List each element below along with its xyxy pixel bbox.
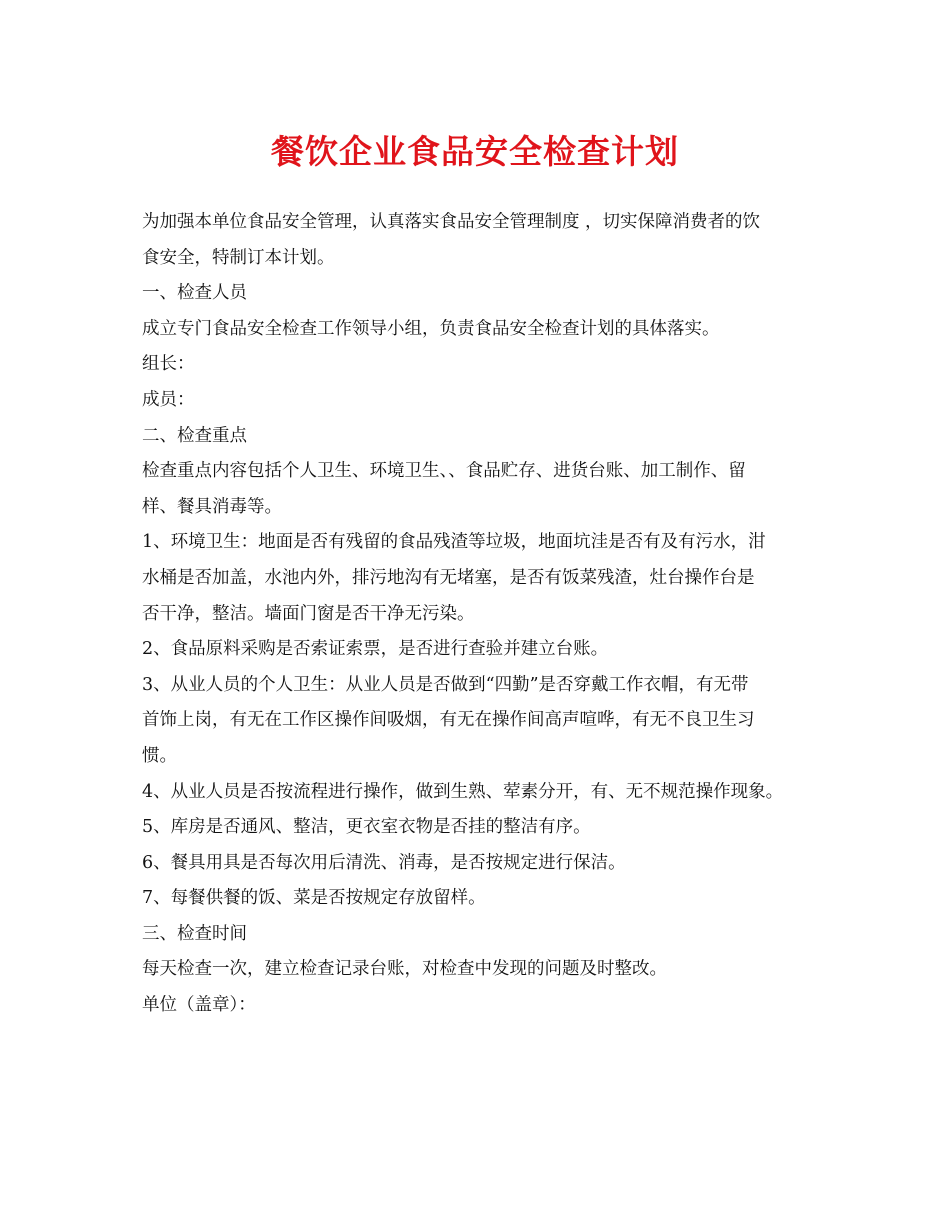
- document-title: 餐饮企业食品安全检查计划: [271, 132, 679, 171]
- paragraph-inspectors: 成立专门食品安全检查工作领导小组，负责食品安全检查计划的具体落实。: [142, 318, 720, 339]
- paragraph-focus-line-2: 样、餐具消毒等。: [142, 496, 282, 517]
- section-heading-focus: 二、检查重点: [142, 425, 247, 446]
- document-body: [142, 205, 814, 1024]
- field-team-members: 成员：: [142, 389, 195, 410]
- item-1-line-2: 水桶是否加盖，水池内外，排污地沟有无堵塞，是否有饭菜残渣，灶台操作台是: [142, 567, 755, 588]
- item-3-line-3: 惯。: [142, 745, 177, 766]
- item-2: 2、食品原料采购是否索证索票，是否进行查验并建立台账。: [142, 639, 609, 660]
- item-3-line-1: 3、从业人员的个人卫生：从业人员是否做到“四勤”是否穿戴工作衣帽，有无带: [142, 674, 749, 695]
- field-team-leader: 组长：: [142, 354, 195, 375]
- item-4: 4、从业人员是否按流程进行操作，做到生熟、荤素分开，有、无不规范操作现象。: [142, 781, 784, 802]
- paragraph-schedule: 每天检查一次，建立检查记录台账，对检查中发现的问题及时整改。: [142, 959, 667, 980]
- section-heading-schedule: 三、检查时间: [142, 923, 247, 944]
- paragraph-intro-line-1: 为加强本单位食品安全管理，认真落实食品安全管理制度 ，切实保障消费者的饮: [142, 212, 761, 232]
- field-unit-seal: 单位（盖章）：: [142, 995, 256, 1016]
- item-1-line-3: 否干净，整洁。墙面门窗是否干净无污染。: [142, 603, 475, 624]
- item-3-line-2: 首饰上岗，有无在工作区操作间吸烟，有无在操作间高声喧哗，有无不良卫生习: [142, 710, 755, 731]
- item-6: 6、餐具用具是否每次用后清洗、消毒，是否按规定进行保洁。: [142, 852, 626, 873]
- item-1-line-1: 1、环境卫生：地面是否有残留的食品残渣等垃圾，地面坑洼是否有及有污水，泔: [142, 532, 766, 553]
- paragraph-intro-line-2: 食安全，特制订本计划。: [142, 247, 335, 268]
- section-heading-inspectors: 一、检查人员: [142, 283, 247, 304]
- item-5: 5、库房是否通风、整洁，更衣室衣物是否挂的整洁有序。: [142, 817, 591, 838]
- paragraph-focus-line-1: 检查重点内容包括个人卫生、环境卫生、、食品贮存、进货台账、加工制作、留: [142, 461, 746, 482]
- item-7: 7、每餐供餐的饭、菜是否按规定存放留样。: [142, 888, 486, 909]
